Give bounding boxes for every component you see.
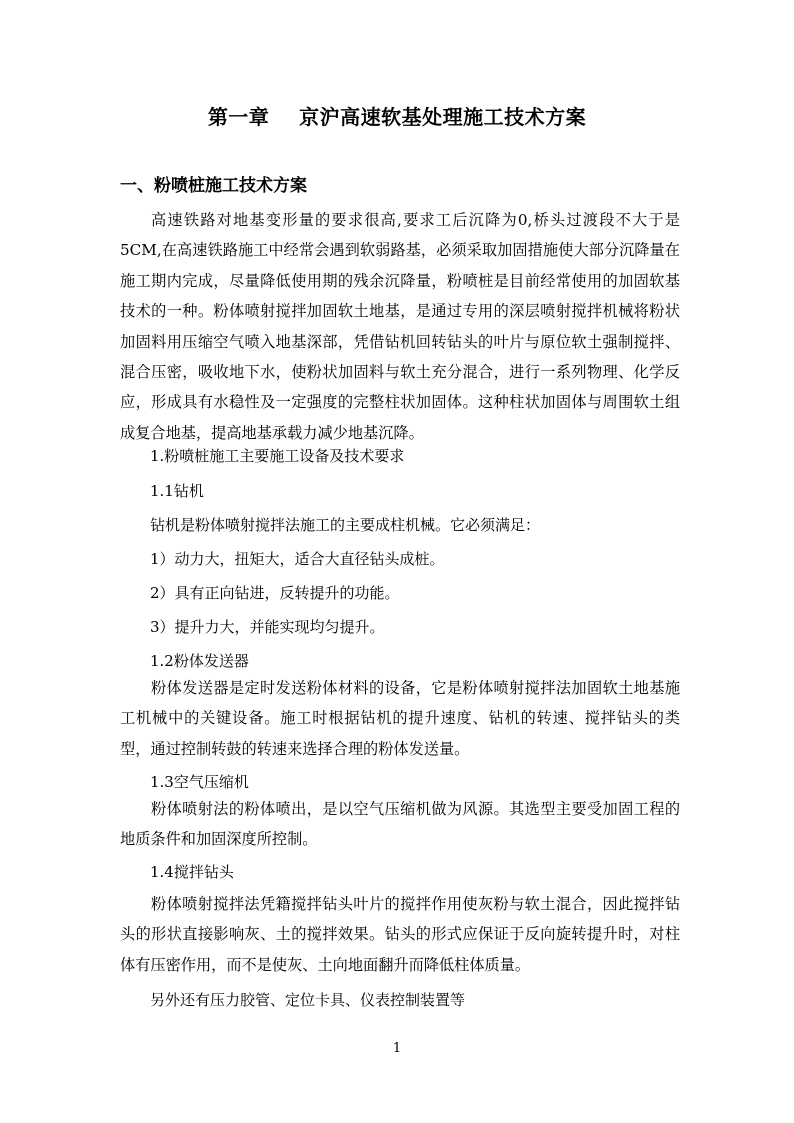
drill-requirement-3: 3）提升力大，并能实现均匀提升。 <box>150 618 385 636</box>
compressor-paragraph: 粉体喷射法的粉体喷出，是以空气压缩机做为风源。其选型主要受加固工程的地质条件和加固深度所控制。 <box>120 800 680 849</box>
section-title: 一、粉喷桩施工技术方案 <box>120 176 307 196</box>
drill-requirement-2: 2）具有正向钻进，反转提升的功能。 <box>150 584 400 602</box>
other-equipment: 另外还有压力胶管、定位卡具、仪表控制装置等 <box>150 991 466 1009</box>
intro-paragraph: 高速铁路对地基变形量的要求很高,要求工后沉降为0,桥头过渡段不大于是5CM,在高速铁路施工中经常会遇到软弱路基，必须采取加固措施使大部分沉降量在施工期内完成，尽量降低使用期的残余沉降量，粉喷桩是目前经常使用的加固软基技术的一种。粉体喷射搅拌加固软土地基，是通过专用的深层喷射搅拌机械将粉状加固料用压缩空气喷入地基深部，凭借钻机回转钻头的叶片与原位软土强制搅拌、混合压密，吸收地下水，使粉状加固料与软土充分混合，进行一系列物理、化学反应，形成具有水稳性及一定强度的完整柱状加固体。这种柱状加固体与周围软土组成复合地基，提高地基承载力减少地基沉降。 <box>120 211 680 442</box>
sender-paragraph: 粉体发送器是定时发送粉体材料的设备，它是粉体喷射搅拌法加固软土地基施工机械中的关键设备。施工时根据钻机的提升速度、钻机的转速、搅拌钻头的类型，通过控制转鼓的转速来选择合理的粉体发送量。 <box>120 679 680 758</box>
drill-requirement-1: 1）动力大，扭矩大，适合大直径钻头成桩。 <box>150 550 445 568</box>
heading-1-1: 1.1钻机 <box>150 482 204 500</box>
heading-1-3: 1.3空气压缩机 <box>150 773 249 791</box>
drill-intro: 钻机是粉体喷射搅拌法施工的主要成柱机械。它必须满足： <box>150 516 541 534</box>
page-number: 1 <box>392 1041 402 1056</box>
heading-1: 1.粉喷桩施工主要施工设备及技术要求 <box>150 447 405 465</box>
bit-paragraph: 粉体喷射搅拌法凭籍搅拌钻头叶片的搅拌作用使灰粉与软土混合，因此搅拌钻头的形状直接影响灰、土的搅拌效果。钻头的形式应保证于反向旋转提升时，对柱体有压密作用，而不是使灰、土向地面翻升而降低柱体质量。 <box>120 895 680 974</box>
chapter-title: 第一章 京沪高速软基处理施工技术方案 <box>207 105 587 129</box>
heading-1-4: 1.4搅拌钻头 <box>150 863 234 881</box>
heading-1-2: 1.2粉体发送器 <box>150 652 249 670</box>
